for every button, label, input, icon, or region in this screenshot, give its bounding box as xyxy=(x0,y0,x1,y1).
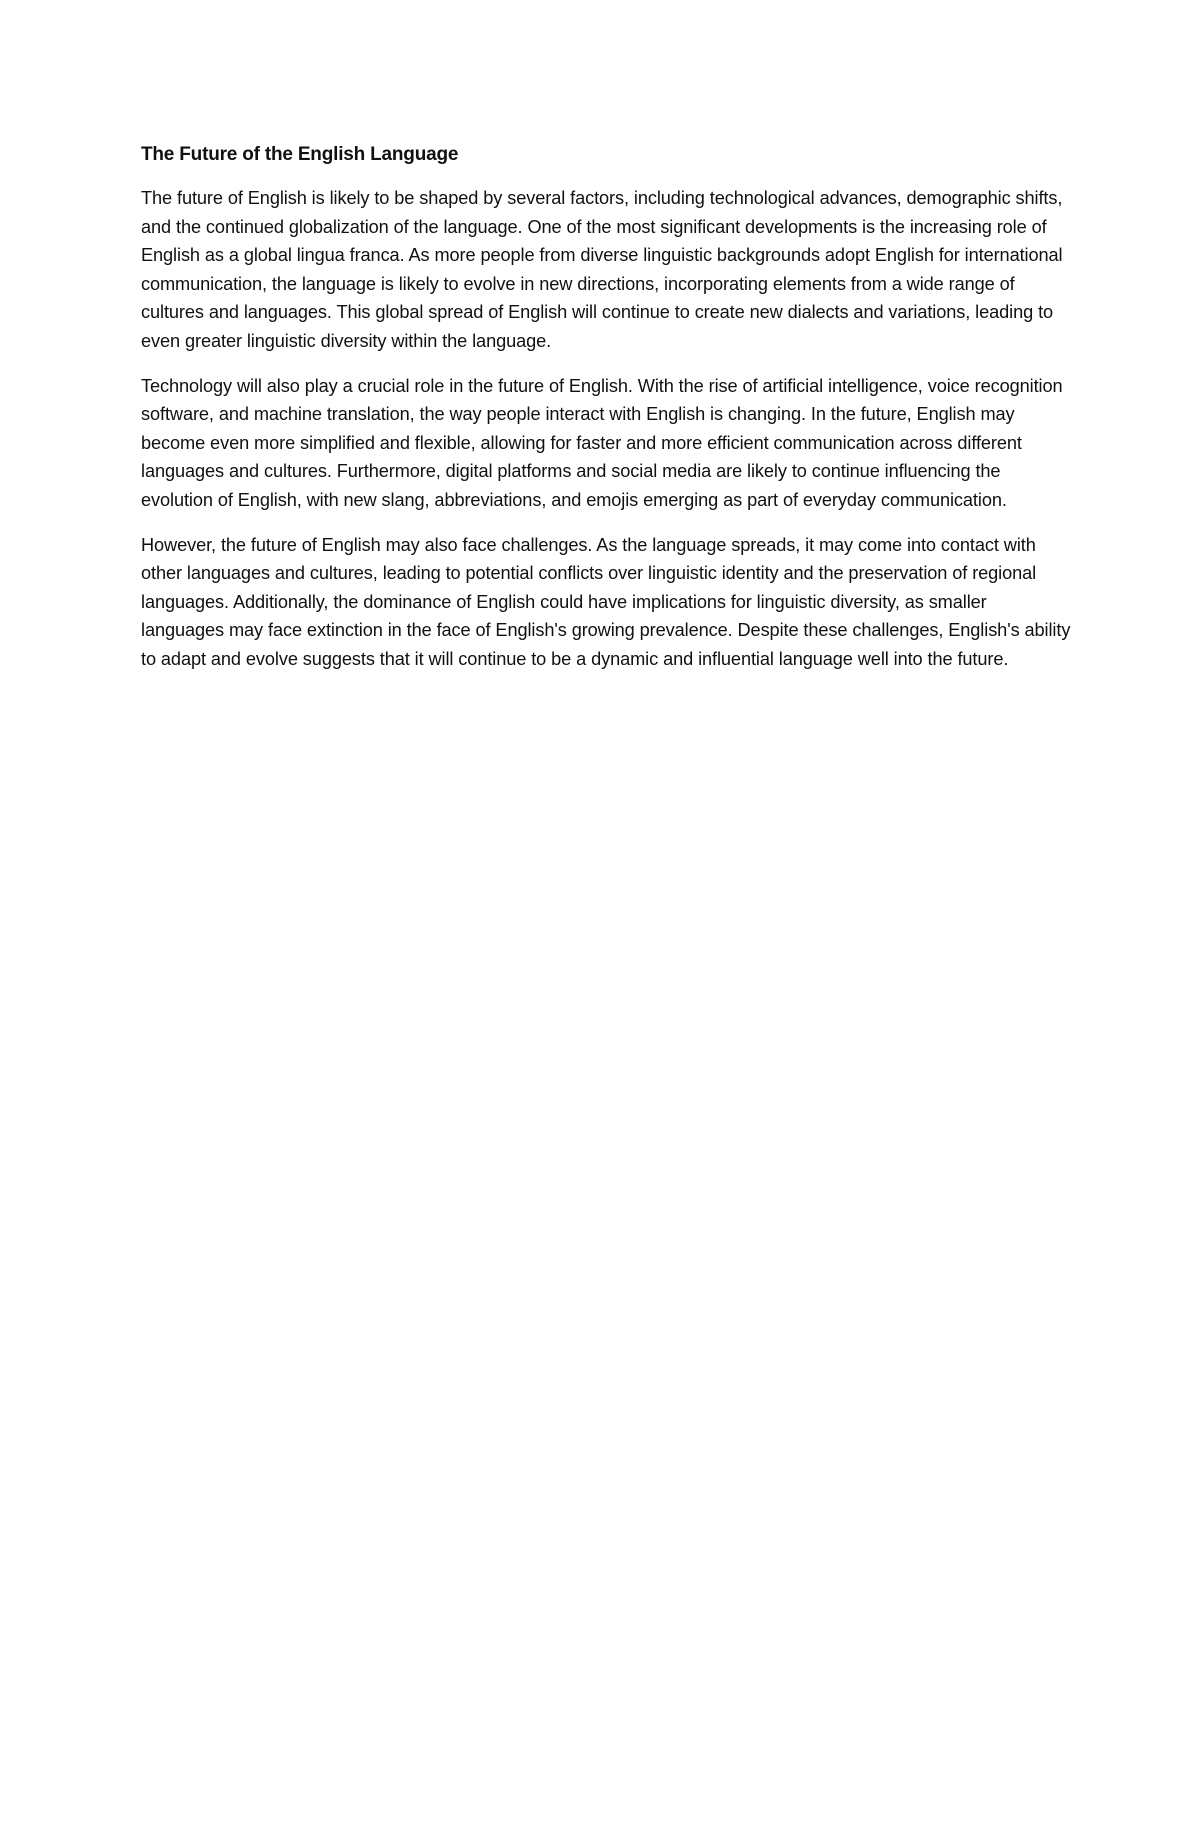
paragraph-3: However, the future of English may also face challenges. As the language spreads, it may come into contact with other languages and cultures, leading to potential conflicts over linguistic identity and the preservation of regional languages. Additionally, the dominance of English could have implications for linguistic diversity, as smaller languages may face extinction in the face of English's growing prevalence. Despite these challenges, English's ability to adapt and evolve suggests that it will continue to be a dynamic and influential language well into the future. xyxy=(141,534,1071,669)
paragraph-1: The future of English is likely to be shaped by several factors, including technological advances, demographic shifts, and the continued globalization of the language. One of the most significant developments is the increasing role of English as a global lingua franca. As more people from diverse linguistic backgrounds adopt English for international communication, the language is likely to evolve in new directions, incorporating elements from a wide range of cultures and languages. This global spread of English will continue to create new dialects and variations, leading to even greater linguistic diversity within the language. xyxy=(141,188,1063,351)
document-body xyxy=(141,142,1071,690)
document-title: The Future of the English Language xyxy=(141,144,459,165)
paragraph-2: Technology will also play a crucial role in the future of English. With the rise of artificial intelligence, voice recognition software, and machine translation, the way people interact with English is changing. In the future, English may become even more simplified and flexible, allowing for faster and more efficient communication across different languages and cultures. Furthermore, digital platforms and social media are likely to continue influencing the evolution of English, with new slang, abbreviations, and emojis emerging as part of everyday communication. xyxy=(141,375,1063,510)
